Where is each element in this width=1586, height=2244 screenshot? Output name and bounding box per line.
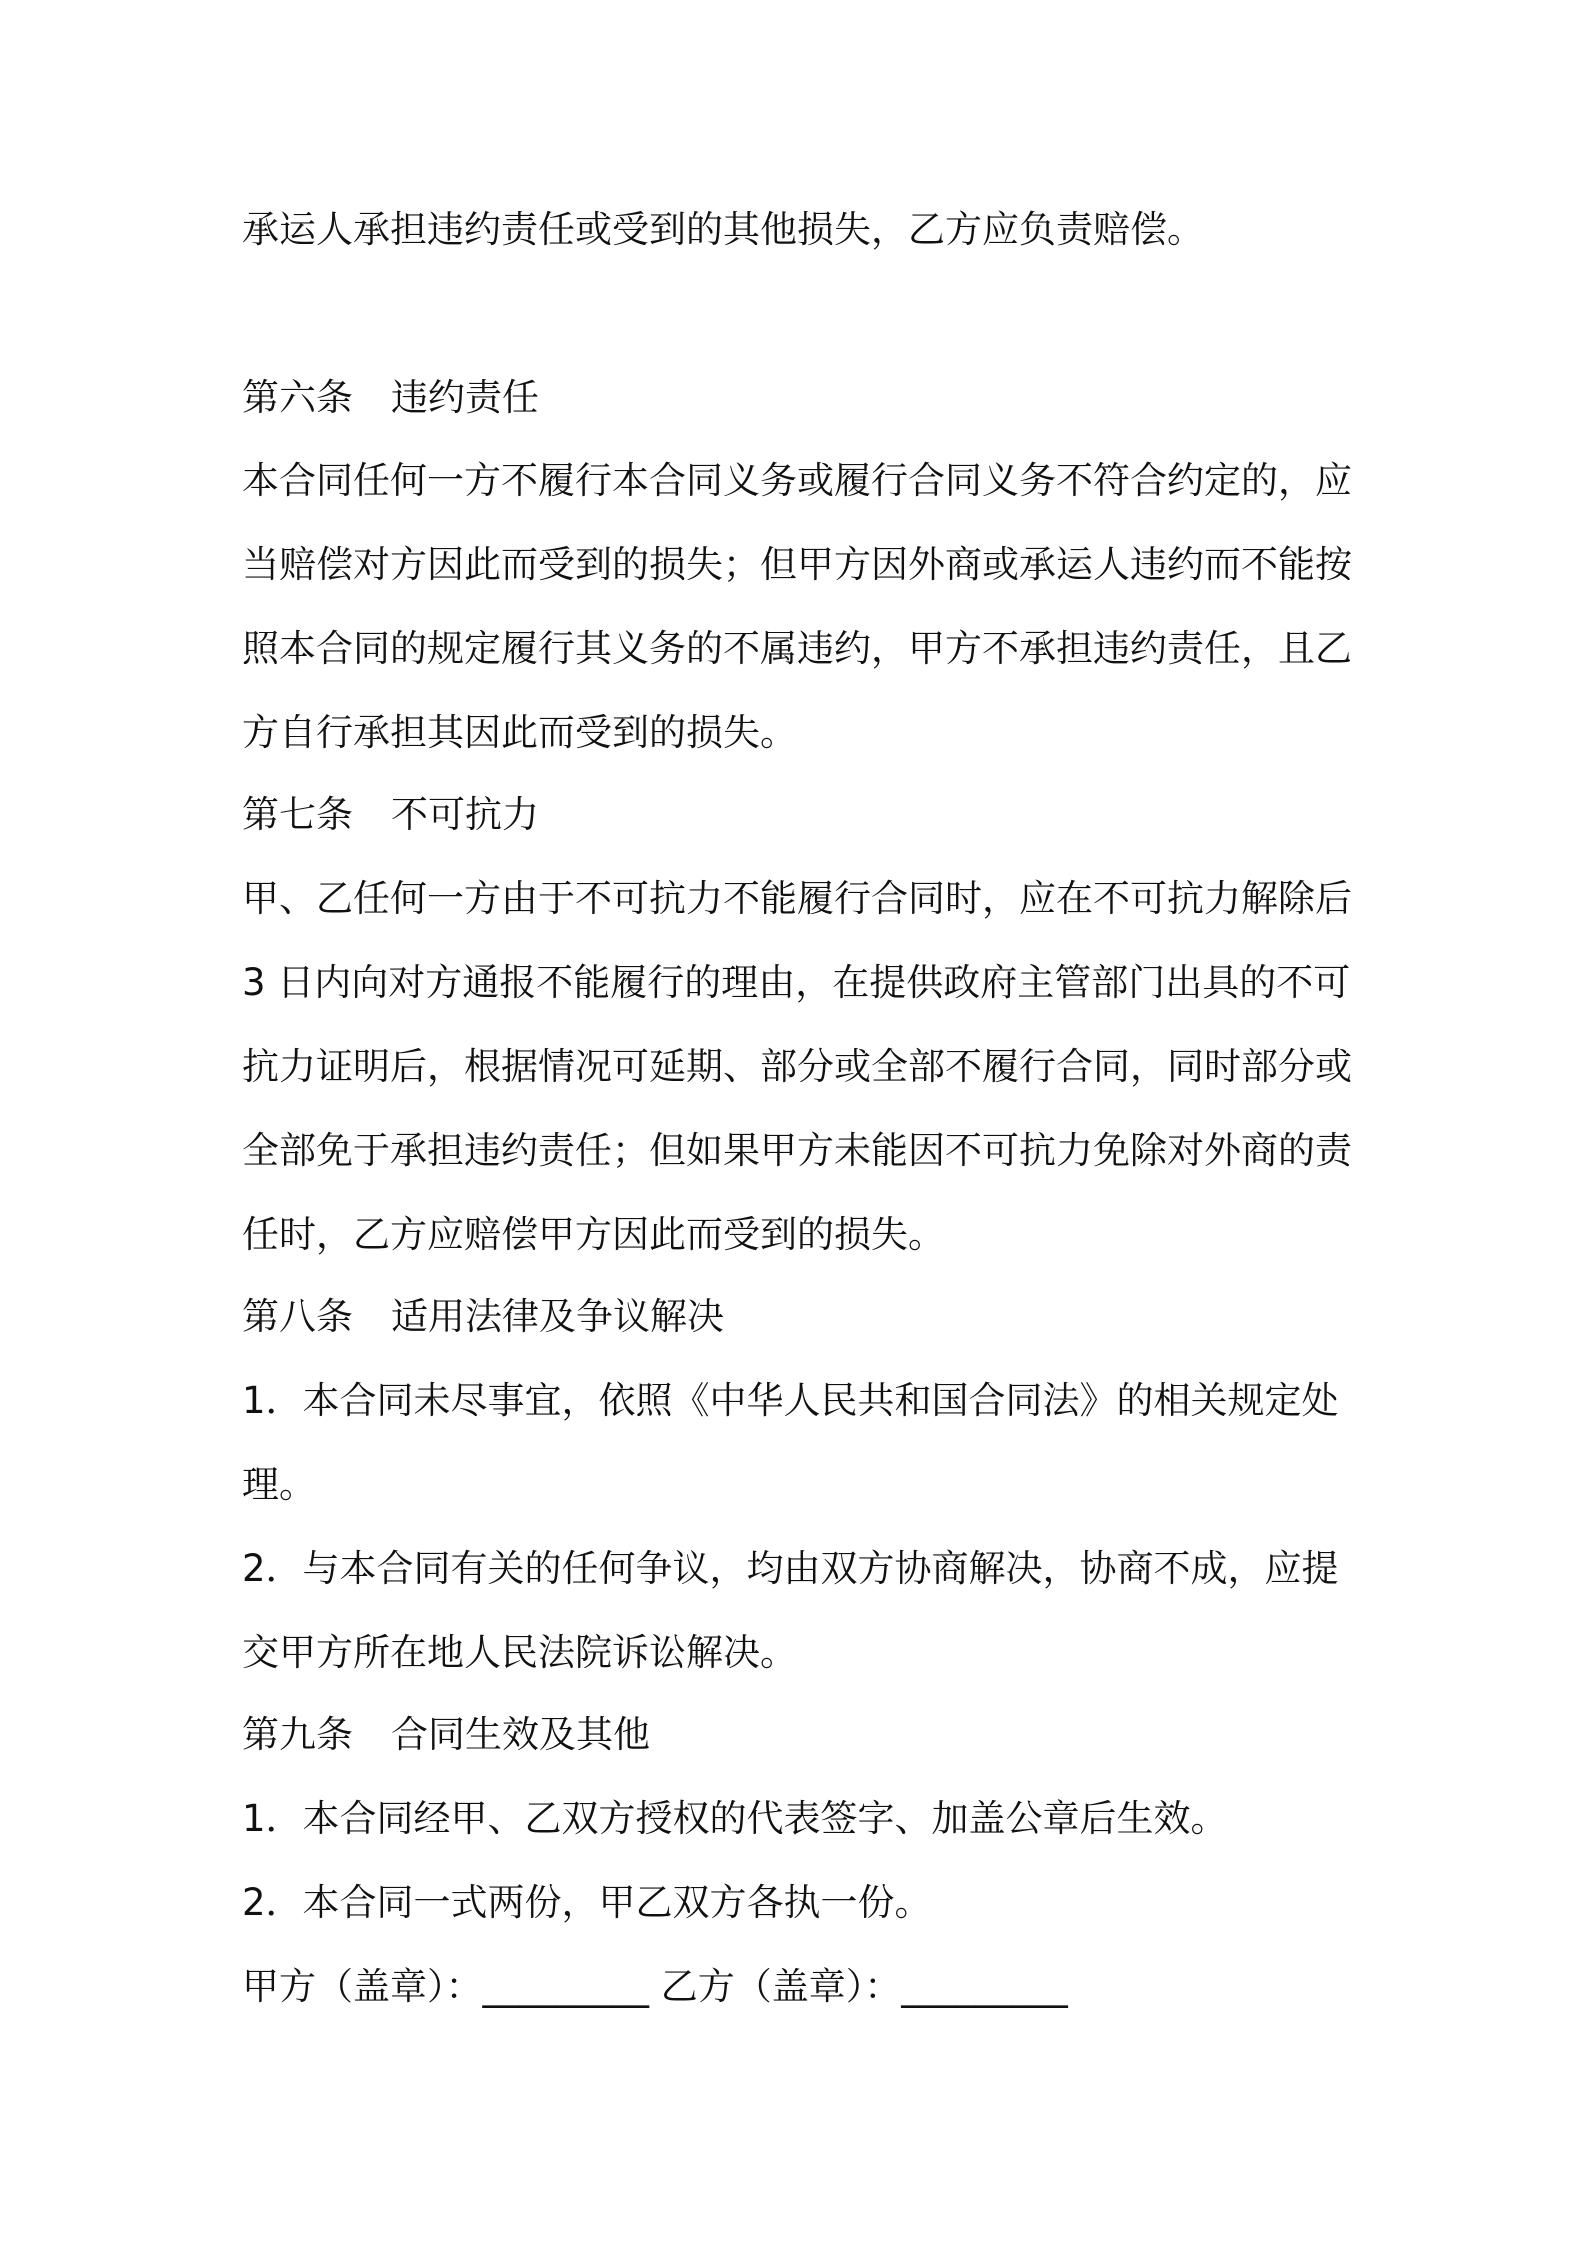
article-number: 第八条	[242, 1295, 353, 1338]
paragraph-line: 1．本合同经甲、乙双方授权的代表签字、加盖公章后生效。	[242, 1797, 1228, 1840]
article-9-heading	[242, 1710, 650, 1760]
article-title: 合同生效及其他	[391, 1713, 650, 1756]
article-number: 第九条	[242, 1713, 353, 1756]
article-number: 第六条	[242, 376, 353, 419]
paragraph-line: 3 日内向对方通报不能履行的理由，在提供政府主管部门出具的不可	[242, 961, 1351, 1004]
paragraph-line: 2．与本合同有关的任何争议，均由双方协商解决，协商不成，应提	[242, 1547, 1339, 1590]
paragraph-line: 1．本合同未尽事宜，依照《中华人民共和国合同法》的相关规定处	[242, 1379, 1339, 1422]
signature-line: 甲方（盖章）：_________ 乙方（盖章）：_________	[242, 1965, 1068, 2008]
article-title: 违约责任	[391, 376, 539, 419]
article-title: 适用法律及争议解决	[391, 1295, 724, 1338]
paragraph-line: 交甲方所在地人民法院诉讼解决。	[242, 1631, 797, 1674]
article-number: 第七条	[242, 793, 353, 836]
paragraph-line: 全部免于承担违约责任；但如果甲方未能因不可抗力免除对外商的责	[242, 1129, 1352, 1172]
paragraph-line: 理。	[242, 1463, 316, 1506]
paragraph-line: 承运人承担违约责任或受到的其他损失，乙方应负责赔偿。	[242, 208, 1204, 251]
paragraph-line: 当赔偿对方因此而受到的损失；但甲方因外商或承运人违约而不能按	[242, 543, 1352, 586]
article-title: 不可抗力	[391, 793, 539, 836]
paragraph-line: 抗力证明后，根据情况可延期、部分或全部不履行合同，同时部分或	[242, 1045, 1352, 1088]
paragraph-line: 照本合同的规定履行其义务的不属违约，甲方不承担违约责任，且乙	[242, 627, 1352, 670]
paragraph-line: 方自行承担其因此而受到的损失。	[242, 711, 797, 754]
article-6-heading	[242, 373, 539, 423]
paragraph-line: 甲、乙任何一方由于不可抗力不能履行合同时，应在不可抗力解除后	[242, 877, 1352, 920]
article-8-heading	[242, 1292, 724, 1342]
article-7-heading	[242, 790, 539, 840]
paragraph-line: 任时，乙方应赔偿甲方因此而受到的损失。	[242, 1213, 945, 1256]
paragraph-line: 本合同任何一方不履行本合同义务或履行合同义务不符合约定的，应	[242, 459, 1352, 502]
paragraph-line: 2．本合同一式两份，甲乙双方各执一份。	[242, 1881, 932, 1924]
